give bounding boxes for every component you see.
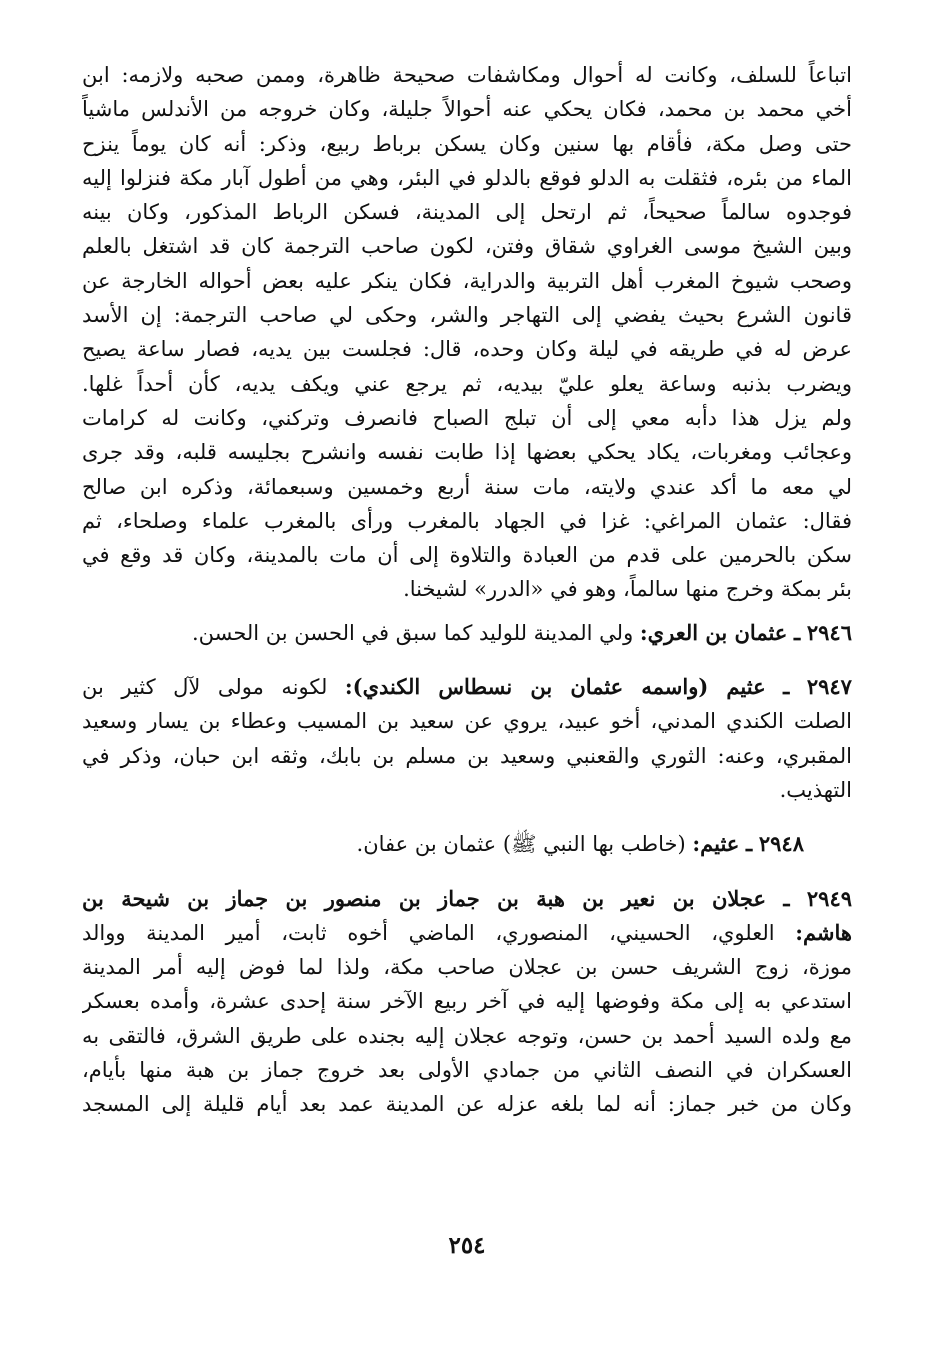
entry-dash: ـ: [794, 619, 801, 645]
entry-heading: عثيم (واسمه عثمان بن نسطاس الكندي):: [344, 674, 766, 700]
page-body: [82, 58, 852, 1122]
entry-dash: ـ: [783, 674, 790, 700]
entry-2946: [82, 616, 852, 650]
entry-dash: ـ: [746, 831, 753, 857]
entry-heading: عثيم:: [692, 831, 740, 857]
entry-text: ولي المدينة للوليد كما سبق في الحسن بن الحسن.: [191, 620, 634, 645]
entry-number: ٢٩٤٦: [806, 619, 852, 645]
text-line: مع ولده السيد أحمد بن حسن، وتوجه عجلان إليه بجنده على طريق الشرق، فالتقى به: [82, 1023, 852, 1048]
text-line: العسكران في النصف الثاني من جمادي الأولى بعد خروج جماز بن هبة منها بأيام،: [82, 1058, 852, 1083]
entry-number: ٢٩٤٧: [806, 674, 852, 700]
text-line: حتى وصل مكة، فأقام بها سنين وكان يسكن برباط ربيع، وذكر: أنه كان يوماً ينزح: [82, 131, 852, 156]
text-line: أخي محمد بن محمد، فكان يحكي عنه أحوالاً جليلة، وكان خروجه من الأندلس ماشياً: [82, 97, 852, 122]
page-number: ٢٥٤: [448, 1232, 486, 1259]
text-line: قانون الشرع بحيث يفضي إلى التهاجر والشر، وحكى لي صاحب الترجمة: إن الأسد: [82, 303, 852, 328]
text-line: سكن بالحرمين على قدم من العبادة والتلاوة إلى أن مات بالمدينة، وكان قد وقع في: [82, 543, 852, 568]
text-line: استدعي به إلى مكة وفوضها إليه في آخر ربيع الآخر سنة إحدى عشرة، وأمده بعسكر: [82, 989, 852, 1014]
entry-2949: [82, 882, 852, 1122]
entry-2948: [82, 827, 852, 861]
text-line: بئر بمكة وخرج منها سالماً، وهو في «الدرر» لشيخنا.: [403, 577, 852, 602]
entry-heading-end: هاشم:: [795, 919, 852, 945]
text-line: اتباعاً للسلف، وكانت له أحوال ومكاشفات صحيحة ظاهرة، وممن صحبه ولازمه: ابن: [82, 63, 852, 87]
text-line: وعجائب ومغربات، يكاد يحكي بعضها إذا طابت نفسه وانشرح بجليسه قلبه، وقد جرى: [82, 440, 852, 465]
entry-heading: عجلان بن نعير بن هبة بن جماز بن منصور بن جماز بن شيحة بن: [82, 885, 766, 911]
entry-text: لكونه مولى لآل كثير بن: [82, 675, 328, 700]
entry-heading: عثمان بن العري:: [639, 619, 788, 645]
text-line: الماء من بئره، فثقلت به الدلو فوقع بالدلو في البئر، وهي من أطول آبار مكة فنزلوا إليه: [82, 165, 852, 190]
text-line: التهذيب.: [779, 777, 852, 802]
text-line: موزة، زوج الشريف حسن بن عجلان صاحب مكة، ولذا لما فوض إليه أمر المدينة: [82, 955, 852, 980]
text-line: وصحب شيوخ المغرب أهل التربية والدراية، فكان ينكر عليه بعض أحواله الخارجة عن: [82, 268, 852, 293]
entry-first-line: [82, 616, 852, 650]
entry-number: ٢٩٤٨: [758, 831, 804, 857]
entry-first-line: [82, 670, 852, 704]
entry-first-line: [82, 882, 852, 916]
text-line: عرض له في طريقه في ليلة وكان وحده، قال: فجلست بين يديه، فصار ساعة يصيح: [82, 337, 852, 362]
entry-number: ٢٩٤٩: [806, 885, 852, 911]
text-line: ويضرب بذنبه وساعة يعلو عليّ بيديه، ثم يرجع عني ويكف يديه، كأن أحداً غلها.: [82, 371, 852, 396]
entry-text: (خاطب بها النبي ﷺ) عثمان بن عفان.: [356, 832, 686, 857]
entry-2947: [82, 670, 852, 807]
entry-dash: ـ: [783, 885, 790, 911]
text-line: فوجدوه سالماً صحيحاً، ثم ارتحل إلى المدينة، فسكن الرباط المذكور، وكان بينه: [82, 200, 852, 225]
text-line: لي معه ما أكد عندي ولايته، مات سنة أربع وخمسين وسبعمائة، وذكره ابن صالح: [82, 474, 852, 499]
continuation-paragraph: [82, 58, 852, 607]
entry-second-line: [82, 916, 852, 950]
text-line: المقبري، وعنه: الثوري والقعنبي وسعيد بن مسلم بن بابك، وثقه ابن حبان، وذكر في: [82, 743, 852, 768]
text-line: فقال: عثمان المراغي: غزا في الجهاد بالمغرب ورأى بالمغرب علماء وصلحاء، ثم: [82, 508, 852, 533]
text-line: وكان من خبر جماز: أنه لما بلغه عزله عن المدينة عمد بعد أيام قليلة إلى المسجد: [82, 1092, 852, 1117]
entry-first-line: [82, 827, 852, 861]
entry-text: العلوي، الحسيني، المنصوري، الماضي أخوه ثابت، أمير المدينة ووالد: [82, 920, 775, 945]
text-line: الصلت الكندي المدني، أخو عبيد، يروي عن سعيد بن المسيب وعطاء بن يسار وسعيد: [82, 709, 852, 734]
text-line: وبين الشيخ موسى الغراوي شقاق وفتن، لكون صاحب الترجمة كان قد اشتغل بالعلم: [82, 234, 852, 259]
text-line: ولم يزل هذا دأبه معي إلى أن تبلج الصباح فانصرف وتركني، وكانت له كرامات: [82, 405, 852, 430]
